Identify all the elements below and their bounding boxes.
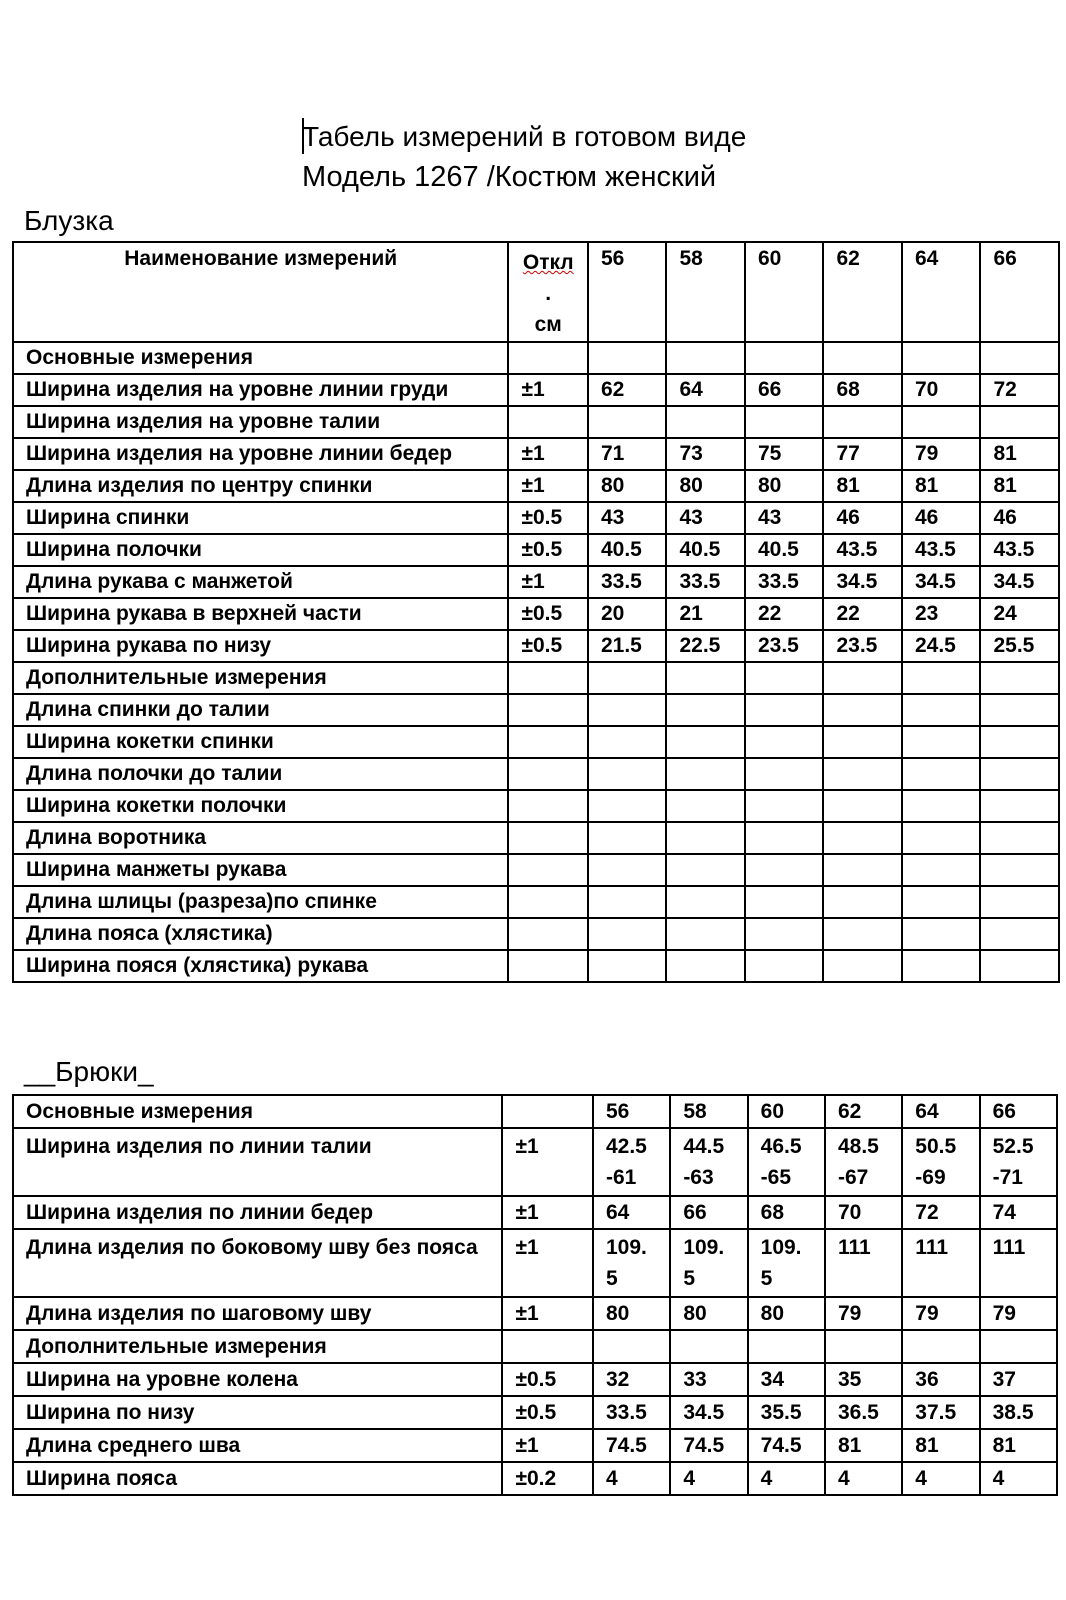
table-row: [13, 662, 1059, 694]
value-cell: 73: [666, 438, 745, 470]
value-cell: [666, 694, 745, 726]
value-cell: 36.5: [825, 1396, 902, 1429]
value-cell: 80: [666, 470, 745, 502]
measurement-name: Дополнительные измерения: [13, 1330, 502, 1363]
value-cell: [588, 854, 667, 886]
value-cell: [980, 854, 1059, 886]
value-cell: 111: [980, 1229, 1057, 1297]
measurement-name: Длина изделия по шаговому шву: [13, 1297, 502, 1330]
value-cell: [588, 790, 667, 822]
value-cell: [980, 822, 1059, 854]
measurement-name: Ширина манжеты рукава: [13, 854, 508, 886]
tolerance-cell: ±0.5: [502, 1396, 593, 1429]
value-cell: [980, 758, 1059, 790]
value-cell: [745, 950, 824, 982]
value-cell: [902, 406, 981, 438]
value-cell: [666, 854, 745, 886]
value-cell: [980, 918, 1059, 950]
trousers-measurements-table: [12, 1094, 1058, 1496]
value-cell: [980, 1330, 1057, 1363]
tolerance-cell: [508, 726, 588, 758]
measurement-name: Длина спинки до талии: [13, 694, 508, 726]
tolerance-cell: [508, 822, 588, 854]
header-size: 64: [902, 242, 981, 342]
value-cell: [902, 918, 981, 950]
table-row: [13, 726, 1059, 758]
value-cell: [748, 1330, 825, 1363]
value-cell: 80: [670, 1297, 747, 1330]
value-cell: 23: [902, 598, 981, 630]
value-cell: 109. 5: [593, 1229, 670, 1297]
value-cell: [902, 342, 981, 374]
value-cell: 74: [980, 1196, 1057, 1229]
value-cell: 43.5: [823, 534, 902, 566]
measurement-name: Основные измерения: [13, 342, 508, 374]
value-cell: 111: [902, 1229, 979, 1297]
tolerance-cell: ±0.2: [502, 1462, 593, 1495]
value-cell: 71: [588, 438, 667, 470]
value-cell: 111: [825, 1229, 902, 1297]
tolerance-cell: [508, 758, 588, 790]
tolerance-cell: ±0.5: [508, 534, 588, 566]
value-cell: 46.5 -65: [748, 1128, 825, 1196]
value-cell: [666, 950, 745, 982]
value-cell: 72: [902, 1196, 979, 1229]
value-cell: [745, 822, 824, 854]
measurement-name: Длина изделия по боковому шву без пояса: [13, 1229, 502, 1297]
value-cell: 34.5: [670, 1396, 747, 1429]
value-cell: 40.5: [666, 534, 745, 566]
value-cell: [980, 342, 1059, 374]
value-cell: 32: [593, 1363, 670, 1396]
table-row: [13, 438, 1059, 470]
measurement-name: Ширина кокетки полочки: [13, 790, 508, 822]
value-cell: [588, 950, 667, 982]
value-cell: 21.5: [588, 630, 667, 662]
table-row: [13, 342, 1059, 374]
measurement-name: Ширина по низу: [13, 1396, 502, 1429]
value-cell: [980, 950, 1059, 982]
header-size: 60: [745, 242, 824, 342]
measurement-name: Длина шлицы (разреза)по спинке: [13, 886, 508, 918]
table-row: [13, 854, 1059, 886]
value-cell: 80: [593, 1297, 670, 1330]
value-cell: 81: [980, 1429, 1057, 1462]
value-cell: 43.5: [980, 534, 1059, 566]
value-cell: [902, 1330, 979, 1363]
measurement-name: Ширина пояся (хлястика) рукава: [13, 950, 508, 982]
value-cell: [902, 950, 981, 982]
value-cell: [745, 694, 824, 726]
value-cell: 33.5: [588, 566, 667, 598]
value-cell: 37: [980, 1363, 1057, 1396]
value-cell: [666, 790, 745, 822]
value-cell: [745, 726, 824, 758]
tolerance-cell: [502, 1330, 593, 1363]
table-row: [13, 950, 1059, 982]
header-tolerance-label: Откл: [522, 251, 574, 274]
value-cell: [902, 758, 981, 790]
value-cell: [666, 918, 745, 950]
value-cell: 80: [745, 470, 824, 502]
value-cell: 60: [748, 1095, 825, 1128]
value-cell: [902, 694, 981, 726]
value-cell: 44.5 -63: [670, 1128, 747, 1196]
value-cell: [745, 886, 824, 918]
measurement-name: Длина пояса (хлястика): [13, 918, 508, 950]
value-cell: [745, 342, 824, 374]
table-row: [13, 1095, 1057, 1128]
value-cell: 75: [745, 438, 824, 470]
value-cell: 22: [823, 598, 902, 630]
value-cell: [588, 342, 667, 374]
table-row: [13, 374, 1059, 406]
tolerance-cell: [508, 694, 588, 726]
measurement-name: Длина рукава с манжетой: [13, 566, 508, 598]
value-cell: [593, 1330, 670, 1363]
table-row: [13, 1196, 1057, 1229]
value-cell: [980, 726, 1059, 758]
table-row: [13, 630, 1059, 662]
value-cell: 34: [748, 1363, 825, 1396]
measurement-name: Длина полочки до талии: [13, 758, 508, 790]
table-header-row: [13, 242, 1059, 342]
value-cell: 24: [980, 598, 1059, 630]
measurement-name: Ширина рукава в верхней части: [13, 598, 508, 630]
tolerance-cell: ±1: [508, 438, 588, 470]
value-cell: 43: [745, 502, 824, 534]
value-cell: 81: [980, 438, 1059, 470]
tolerance-cell: [508, 950, 588, 982]
value-cell: 21: [666, 598, 745, 630]
value-cell: [666, 822, 745, 854]
value-cell: 42.5 -61: [593, 1128, 670, 1196]
value-cell: [980, 694, 1059, 726]
value-cell: 62: [825, 1095, 902, 1128]
value-cell: [902, 886, 981, 918]
measurement-name: Длина воротника: [13, 822, 508, 854]
value-cell: 64: [593, 1196, 670, 1229]
table-row: [13, 1396, 1057, 1429]
measurement-name: Ширина изделия на уровне талии: [13, 406, 508, 438]
value-cell: 35.5: [748, 1396, 825, 1429]
value-cell: [902, 726, 981, 758]
value-cell: 74.5: [748, 1429, 825, 1462]
tolerance-cell: [508, 662, 588, 694]
document-title: Табель измерений в готовом виде: [302, 121, 747, 152]
table-row: [13, 886, 1059, 918]
measurement-name: Ширина рукава по низу: [13, 630, 508, 662]
table-row: [13, 822, 1059, 854]
tolerance-cell: [508, 854, 588, 886]
value-cell: 34.5: [980, 566, 1059, 598]
value-cell: 68: [748, 1196, 825, 1229]
value-cell: [823, 950, 902, 982]
value-cell: [823, 790, 902, 822]
blouse-measurements-table: [12, 241, 1060, 983]
value-cell: [588, 694, 667, 726]
value-cell: [980, 790, 1059, 822]
value-cell: [823, 406, 902, 438]
table-row: [13, 1363, 1057, 1396]
table-row: [13, 758, 1059, 790]
measurement-name: Ширина полочки: [13, 534, 508, 566]
measurement-name: Основные измерения: [13, 1095, 502, 1128]
value-cell: 4: [825, 1462, 902, 1495]
table-row: [13, 566, 1059, 598]
tolerance-cell: ±1: [508, 566, 588, 598]
value-cell: [588, 822, 667, 854]
value-cell: 25.5: [980, 630, 1059, 662]
value-cell: [745, 918, 824, 950]
measurement-name: Ширина на уровне колена: [13, 1363, 502, 1396]
value-cell: 34.5: [902, 566, 981, 598]
value-cell: 70: [902, 374, 981, 406]
value-cell: 79: [902, 438, 981, 470]
value-cell: 4: [593, 1462, 670, 1495]
measurement-name: Ширина кокетки спинки: [13, 726, 508, 758]
value-cell: 64: [902, 1095, 979, 1128]
table-row: [13, 1297, 1057, 1330]
value-cell: [588, 726, 667, 758]
value-cell: 109. 5: [748, 1229, 825, 1297]
value-cell: 56: [593, 1095, 670, 1128]
value-cell: [823, 886, 902, 918]
value-cell: 79: [980, 1297, 1057, 1330]
table-row: [13, 502, 1059, 534]
section-title-blouse: Блузка: [24, 205, 114, 236]
value-cell: [902, 790, 981, 822]
table-row: [13, 1330, 1057, 1363]
table-row: [13, 406, 1059, 438]
value-cell: 72: [980, 374, 1059, 406]
value-cell: 33: [670, 1363, 747, 1396]
tolerance-cell: ±1: [502, 1196, 593, 1229]
measurement-name: Ширина изделия на уровне линии бедер: [13, 438, 508, 470]
tolerance-cell: ±0.5: [508, 502, 588, 534]
table-row: [13, 918, 1059, 950]
tolerance-cell: [508, 918, 588, 950]
value-cell: [980, 662, 1059, 694]
header-size: 66: [980, 242, 1059, 342]
value-cell: 24.5: [902, 630, 981, 662]
value-cell: 33.5: [666, 566, 745, 598]
value-cell: [670, 1330, 747, 1363]
measurement-name: Длина среднего шва: [13, 1429, 502, 1462]
value-cell: 81: [825, 1429, 902, 1462]
measurement-name: Длина изделия по центру спинки: [13, 470, 508, 502]
value-cell: [823, 822, 902, 854]
value-cell: 33.5: [593, 1396, 670, 1429]
header-size: 58: [666, 242, 745, 342]
tolerance-cell: [508, 790, 588, 822]
value-cell: [823, 342, 902, 374]
tolerance-cell: [508, 342, 588, 374]
value-cell: 80: [748, 1297, 825, 1330]
measurement-name: Ширина изделия по линии талии: [13, 1128, 502, 1196]
value-cell: 22.5: [666, 630, 745, 662]
value-cell: 46: [902, 502, 981, 534]
measurement-name: Ширина спинки: [13, 502, 508, 534]
value-cell: [823, 758, 902, 790]
value-cell: [745, 790, 824, 822]
value-cell: [666, 662, 745, 694]
section-title-trousers: __Брюки_: [24, 1056, 154, 1087]
table-row: [13, 1462, 1057, 1495]
table-row: [13, 790, 1059, 822]
tolerance-cell: [502, 1095, 593, 1128]
value-cell: 46: [980, 502, 1059, 534]
tolerance-cell: ±1: [502, 1229, 593, 1297]
value-cell: [666, 726, 745, 758]
value-cell: [980, 406, 1059, 438]
table-row: [13, 1429, 1057, 1462]
value-cell: 20: [588, 598, 667, 630]
value-cell: [588, 662, 667, 694]
table-row: [13, 534, 1059, 566]
value-cell: 35: [825, 1363, 902, 1396]
value-cell: 79: [825, 1297, 902, 1330]
value-cell: [745, 758, 824, 790]
value-cell: 43: [588, 502, 667, 534]
value-cell: [823, 662, 902, 694]
value-cell: 81: [902, 1429, 979, 1462]
table-row: [13, 1229, 1057, 1297]
value-cell: 38.5: [980, 1396, 1057, 1429]
value-cell: 81: [980, 470, 1059, 502]
value-cell: 22: [745, 598, 824, 630]
value-cell: [902, 662, 981, 694]
value-cell: 4: [748, 1462, 825, 1495]
value-cell: 40.5: [588, 534, 667, 566]
value-cell: [745, 854, 824, 886]
value-cell: 23.5: [745, 630, 824, 662]
value-cell: 70: [825, 1196, 902, 1229]
table-row: [13, 1128, 1057, 1196]
value-cell: 74.5: [593, 1429, 670, 1462]
value-cell: 66: [670, 1196, 747, 1229]
value-cell: 58: [670, 1095, 747, 1128]
value-cell: [823, 694, 902, 726]
value-cell: [823, 726, 902, 758]
value-cell: 62: [588, 374, 667, 406]
value-cell: [823, 918, 902, 950]
tolerance-cell: ±1: [508, 374, 588, 406]
value-cell: 109. 5: [670, 1229, 747, 1297]
value-cell: 4: [670, 1462, 747, 1495]
tolerance-cell: ±1: [502, 1297, 593, 1330]
value-cell: 81: [823, 470, 902, 502]
value-cell: 33.5: [745, 566, 824, 598]
value-cell: 36: [902, 1363, 979, 1396]
value-cell: 48.5 -67: [825, 1128, 902, 1196]
value-cell: 66: [980, 1095, 1057, 1128]
value-cell: [745, 662, 824, 694]
value-cell: [823, 854, 902, 886]
measurement-name: Дополнительные измерения: [13, 662, 508, 694]
measurement-name: Ширина изделия по линии бедер: [13, 1196, 502, 1229]
header-name: Наименование измерений: [13, 242, 508, 342]
value-cell: 66: [745, 374, 824, 406]
tolerance-cell: ±1: [502, 1429, 593, 1462]
value-cell: 40.5: [745, 534, 824, 566]
value-cell: 74.5: [670, 1429, 747, 1462]
value-cell: 64: [666, 374, 745, 406]
tolerance-cell: ±0.5: [502, 1363, 593, 1396]
measurement-name: Ширина изделия на уровне линии груди: [13, 374, 508, 406]
tolerance-cell: ±1: [508, 470, 588, 502]
tolerance-cell: ±1: [502, 1128, 593, 1196]
value-cell: [666, 886, 745, 918]
value-cell: 77: [823, 438, 902, 470]
value-cell: 46: [823, 502, 902, 534]
value-cell: 43.5: [902, 534, 981, 566]
value-cell: 4: [902, 1462, 979, 1495]
value-cell: [588, 918, 667, 950]
value-cell: 37.5: [902, 1396, 979, 1429]
tolerance-cell: [508, 886, 588, 918]
measurement-name: Ширина пояса: [13, 1462, 502, 1495]
value-cell: [588, 758, 667, 790]
table-row: [13, 470, 1059, 502]
value-cell: 50.5 -69: [902, 1128, 979, 1196]
value-cell: [666, 342, 745, 374]
value-cell: [902, 822, 981, 854]
value-cell: 23.5: [823, 630, 902, 662]
value-cell: [825, 1330, 902, 1363]
value-cell: [902, 854, 981, 886]
value-cell: 79: [902, 1297, 979, 1330]
value-cell: [588, 406, 667, 438]
value-cell: [666, 406, 745, 438]
tolerance-cell: [508, 406, 588, 438]
value-cell: [980, 886, 1059, 918]
value-cell: 34.5: [823, 566, 902, 598]
table-row: [13, 694, 1059, 726]
value-cell: [666, 758, 745, 790]
value-cell: [745, 406, 824, 438]
value-cell: 80: [588, 470, 667, 502]
header-size: 62: [823, 242, 902, 342]
value-cell: [588, 886, 667, 918]
value-cell: 81: [902, 470, 981, 502]
tolerance-cell: ±0.5: [508, 598, 588, 630]
table-row: [13, 598, 1059, 630]
header-size: 56: [588, 242, 667, 342]
value-cell: 68: [823, 374, 902, 406]
tolerance-cell: ±0.5: [508, 630, 588, 662]
header-tolerance: Откл . см: [508, 242, 588, 342]
value-cell: 4: [980, 1462, 1057, 1495]
model-title: Модель 1267 /Костюм женский: [302, 161, 717, 193]
value-cell: 52.5 -71: [980, 1128, 1057, 1196]
value-cell: 43: [666, 502, 745, 534]
